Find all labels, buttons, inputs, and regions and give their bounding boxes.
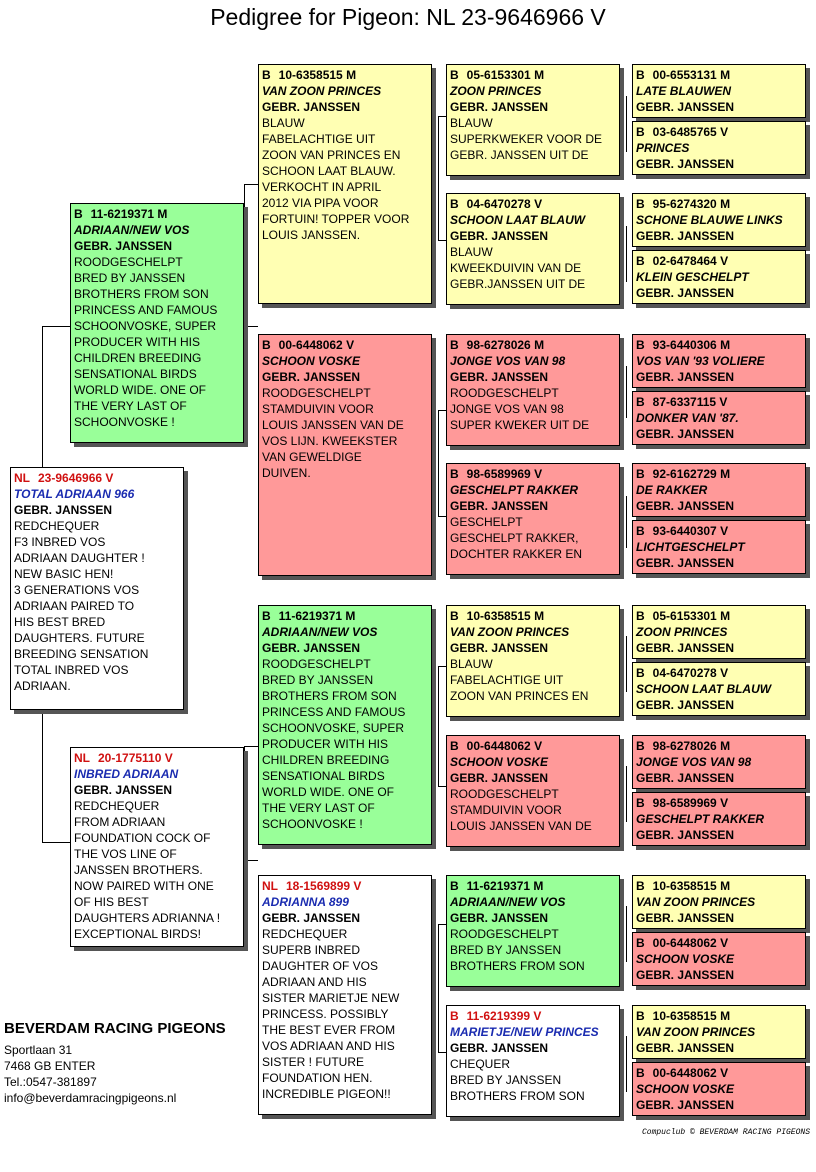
pigeon-breeder: GEBR. JANSSEN <box>450 370 549 384</box>
pigeon-name: SCHOON VOSKE <box>636 952 735 966</box>
pigeon-description: ROODGESCHELPT BRED BY JANSSEN BROTHERS FROM SON <box>450 927 585 973</box>
pigeon-ring: 05-6153301 M <box>466 68 545 82</box>
pigeon-country: B <box>636 796 645 810</box>
pigeon-description: BLAUW KWEEKDUIVIN VAN DE GEBR.JANSSEN UIT DE <box>450 245 586 291</box>
pigeon-country: B <box>636 125 645 139</box>
pigeon-breeder: GEBR. JANSSEN <box>636 911 735 925</box>
pigeon-name: JONGE VOS VAN 98 <box>636 755 752 769</box>
pigeon-ring: 18-1569899 V <box>286 879 362 893</box>
pigeon-name: VAN ZOON PRINCES <box>450 625 570 639</box>
great-grandparent-card[interactable] <box>632 1062 806 1116</box>
great-grandparent-card[interactable] <box>632 605 806 659</box>
connector-line <box>42 326 71 327</box>
pigeon-country: B <box>262 68 271 82</box>
connector-line <box>438 924 446 925</box>
organization-street: Sportlaan 31 <box>4 1043 73 1057</box>
connector-line <box>626 636 627 692</box>
pigeon-country: NL <box>262 879 278 893</box>
connector-line <box>438 240 446 241</box>
pigeon-country: B <box>636 1009 645 1023</box>
ancestor-card[interactable] <box>446 193 620 305</box>
pigeon-description: ROODGESCHELPT BRED BY JANSSEN BROTHERS FROM SON PRINCESS AND FAMOUS SCHOONVOSKE, SUPER PRODUCER WITH HIS CHILDREN BREEDING SENSATIONAL BIRDS WORLD WIDE. ONE OF THE VERY LAST OF SCHOONVOSKE ! <box>74 255 218 429</box>
pigeon-ring: 02-6478464 V <box>652 254 729 268</box>
pigeon-name: GESCHELPT RAKKER <box>450 483 579 497</box>
pigeon-name: INBRED ADRIAAN <box>74 767 179 781</box>
great-grandparent-card[interactable] <box>632 792 806 846</box>
pigeon-description: REDCHEQUER F3 INBRED VOS ADRIAAN DAUGHTER ! NEW BASIC HEN! 3 GENERATIONS VOS ADRIAAN PAIRED TO HIS BEST BRED DAUGHTERS. FUTURE BREEDING SENSATION TOTAL INBRED VOS ADRIAAN. <box>14 519 149 693</box>
connector-line <box>626 906 627 962</box>
great-grandparent-card[interactable] <box>632 64 806 118</box>
pigeon-ring: 87-6337115 V <box>652 395 728 409</box>
page-title: Pedigree for Pigeon: NL 23-9646966 V <box>210 4 606 30</box>
connector-line <box>438 410 439 516</box>
great-grandparent-card[interactable] <box>632 875 806 929</box>
connector-line <box>42 326 43 470</box>
pigeon-breeder: GEBR. JANSSEN <box>262 370 361 384</box>
connector-line <box>438 1052 446 1053</box>
dam-pigeon-card[interactable] <box>70 747 244 947</box>
pigeon-name: JONGE VOS VAN 98 <box>450 354 566 368</box>
connector-line <box>626 496 627 548</box>
dam-sire-pigeon-card[interactable] <box>258 605 432 845</box>
pigeon-country: B <box>636 68 645 82</box>
pigeon-ring: 00-6448062 V <box>466 739 543 753</box>
pigeon-country: B <box>636 338 645 352</box>
pigeon-ring: 11-6219399 V <box>466 1009 542 1023</box>
pigeon-breeder: GEBR. JANSSEN <box>636 556 735 570</box>
ancestor-card[interactable] <box>446 463 620 575</box>
pigeon-name: DE RAKKER <box>636 483 708 497</box>
pigeon-name: LATE BLAUWEN <box>636 84 732 98</box>
pigeon-name: SCHOON LAAT BLAUW <box>450 213 586 227</box>
pigeon-description: BLAUW SUPERKWEKER VOOR DE GEBR. JANSSEN UIT DE <box>450 116 603 162</box>
pigeon-name: ZOON PRINCES <box>450 84 542 98</box>
pigeon-breeder: GEBR. JANSSEN <box>636 698 735 712</box>
pigeon-ring: 10-6358515 M <box>466 609 545 623</box>
pigeon-ring: 11-6219371 M <box>466 879 544 893</box>
pigeon-country: B <box>74 207 83 221</box>
pigeon-description: ROODGESCHELPT STAMDUIVIN VOOR LOUIS JANSSEN VAN DE VOS LIJN. KWEEKSTER VAN GEWELDIGE DUIVEN. <box>262 386 404 480</box>
pigeon-country: B <box>636 524 645 538</box>
pigeon-breeder: GEBR. JANSSEN <box>450 1041 549 1055</box>
great-grandparent-card[interactable] <box>632 520 806 574</box>
pigeon-ring: 98-6278026 M <box>466 338 545 352</box>
pigeon-breeder: GEBR. JANSSEN <box>636 157 735 171</box>
pigeon-breeder: GEBR. JANSSEN <box>636 286 735 300</box>
connector-line <box>626 766 627 822</box>
ancestor-card[interactable] <box>446 64 620 176</box>
connector-line <box>244 326 258 327</box>
organization-info <box>4 1018 244 1106</box>
pigeon-country: B <box>450 68 459 82</box>
ancestor-card[interactable] <box>446 334 620 446</box>
pigeon-ring: 23-9646966 V <box>38 471 114 485</box>
pigeon-breeder: GEBR. JANSSEN <box>74 239 173 253</box>
pigeon-country: B <box>636 739 645 753</box>
pigeon-name: LICHTGESCHELPT <box>636 540 745 554</box>
pigeon-ring: 00-6553131 M <box>652 68 731 82</box>
pigeon-name: VAN ZOON PRINCES <box>262 84 382 98</box>
pigeon-name: GESCHELPT RAKKER <box>636 812 765 826</box>
pigeon-name: ADRIAAN/NEW VOS <box>450 895 566 909</box>
ancestor-card[interactable] <box>446 1005 620 1117</box>
pigeon-breeder: GEBR. JANSSEN <box>262 641 361 655</box>
pigeon-country: B <box>450 879 459 893</box>
connector-line <box>244 746 258 747</box>
pigeon-description: ROODGESCHELPT JONGE VOS VAN 98 SUPER KWEKER UIT DE <box>450 386 590 432</box>
pigeon-breeder: GEBR. JANSSEN <box>636 641 735 655</box>
connector-line <box>438 666 446 667</box>
connector-line <box>244 746 245 896</box>
sire-sire-pigeon-card[interactable] <box>258 64 432 304</box>
pigeon-ring: 04-6470278 V <box>652 666 729 680</box>
pigeon-country: B <box>450 197 459 211</box>
pigeon-country: NL <box>14 471 30 485</box>
pigeon-breeder: GEBR. JANSSEN <box>636 1041 735 1055</box>
pigeon-country: B <box>450 338 459 352</box>
pigeon-breeder: GEBR. JANSSEN <box>262 911 361 925</box>
great-grandparent-card[interactable] <box>632 250 806 304</box>
connector-line <box>626 226 627 282</box>
great-grandparent-card[interactable] <box>632 932 806 986</box>
pigeon-breeder: GEBR. JANSSEN <box>74 783 173 797</box>
pigeon-country: B <box>450 609 459 623</box>
pigeon-ring: 11-6219371 M <box>278 609 356 623</box>
great-grandparent-card[interactable] <box>632 193 806 247</box>
sire-dam-pigeon-card[interactable] <box>258 334 432 576</box>
pigeon-name: ZOON PRINCES <box>636 625 728 639</box>
pigeon-name: TOTAL ADRIAAN 966 <box>14 487 135 501</box>
pigeon-name: VAN ZOON PRINCES <box>636 895 756 909</box>
pigeon-description: ROODGESCHELPT STAMDUIVIN VOOR LOUIS JANSSEN VAN DE <box>450 787 592 833</box>
dam-dam-pigeon-card[interactable] <box>258 875 432 1115</box>
pigeon-ring: 92-6162729 M <box>652 467 731 481</box>
pigeon-name: VOS VAN '93 VOLIERE <box>636 354 765 368</box>
pigeon-ring: 98-6589969 V <box>466 467 543 481</box>
connector-line <box>626 366 627 418</box>
pigeon-ring: 00-6448062 V <box>652 936 729 950</box>
pigeon-ring: 10-6358515 M <box>278 68 357 82</box>
pigeon-name: VAN ZOON PRINCES <box>636 1025 756 1039</box>
pigeon-description: GESCHELPT GESCHELPT RAKKER, DOCHTER RAKKER EN <box>450 515 583 561</box>
pigeon-ring: 95-6274320 M <box>652 197 731 211</box>
pigeon-breeder: GEBR. JANSSEN <box>636 229 735 243</box>
connector-line <box>626 96 627 152</box>
pigeon-ring: 04-6470278 V <box>466 197 543 211</box>
pigeon-breeder: GEBR. JANSSEN <box>450 229 549 243</box>
pigeon-breeder: GEBR. JANSSEN <box>636 968 735 982</box>
pigeon-country: B <box>636 666 645 680</box>
pigeon-country: B <box>636 609 645 623</box>
ancestor-card[interactable] <box>446 735 620 847</box>
pigeon-breeder: GEBR. JANSSEN <box>450 771 549 785</box>
pigeon-description: REDCHEQUER SUPERB INBRED DAUGHTER OF VOS ADRIAAN AND HIS SISTER MARIETJE NEW PRINCESS. POSSIBLY THE BEST EVER FROM VOS ADRIAAN AND HIS SISTER ! FUTURE FOUNDATION HEN. INCREDIBLE PIGEON!! <box>262 927 400 1101</box>
pigeon-ring: 98-6278026 M <box>652 739 731 753</box>
pigeon-country: NL <box>74 751 90 765</box>
pigeon-breeder: GEBR. JANSSEN <box>636 499 735 513</box>
pigeon-breeder: GEBR. JANSSEN <box>636 370 735 384</box>
subject-pigeon-card[interactable] <box>10 467 184 710</box>
great-grandparent-card[interactable] <box>632 463 806 517</box>
great-grandparent-card[interactable] <box>632 334 806 388</box>
pigeon-breeder: GEBR. JANSSEN <box>450 499 549 513</box>
pigeon-breeder: GEBR. JANSSEN <box>450 641 549 655</box>
pigeon-name: PRINCES <box>636 141 690 155</box>
organization-city: 7468 GB ENTER <box>4 1059 96 1073</box>
pigeon-description: BLAUW FABELACHTIGE UIT ZOON VAN PRINCES EN SCHOON LAAT BLAUW. VERKOCHT IN APRIL 2012 VIA PIPA VOOR FORTUIN! TOPPER VOOR LOUIS JANSSEN. <box>262 116 410 242</box>
pigeon-ring: 20-1775110 V <box>98 751 173 765</box>
pigeon-name: MARIETJE/NEW PRINCES <box>450 1025 599 1039</box>
pigeon-ring: 93-6440307 V <box>652 524 729 538</box>
organization-email[interactable]: info@beverdamracingpigeons.nl <box>4 1091 177 1105</box>
pigeon-breeder: GEBR. JANSSEN <box>636 771 735 785</box>
pigeon-country: B <box>450 1009 459 1023</box>
connector-line <box>438 786 446 787</box>
connector-line <box>244 184 245 360</box>
pigeon-breeder: GEBR. JANSSEN <box>636 100 735 114</box>
pigeon-country: B <box>636 395 645 409</box>
pigeon-description: REDCHEQUER FROM ADRIAAN FOUNDATION COCK OF THE VOS LINE OF JANSSEN BROTHERS. NOW PAIRED WITH ONE OF HIS BEST DAUGHTERS ADRIANNA ! EXCEPTIONAL BIRDS! <box>74 799 221 941</box>
pigeon-name: SCHOON VOSKE <box>450 755 549 769</box>
pigeon-country: B <box>636 254 645 268</box>
pigeon-country: B <box>636 936 645 950</box>
connector-line <box>244 860 258 861</box>
pigeon-country: B <box>636 467 645 481</box>
pigeon-breeder: GEBR. JANSSEN <box>636 1098 735 1112</box>
connector-line <box>438 516 446 517</box>
pigeon-name: SCHOON VOSKE <box>636 1082 735 1096</box>
pigeon-ring: 11-6219371 M <box>90 207 168 221</box>
pigeon-country: B <box>636 879 645 893</box>
great-grandparent-card[interactable] <box>632 1005 806 1059</box>
connector-line <box>438 410 446 411</box>
pigeon-description: BLAUW FABELACHTIGE UIT ZOON VAN PRINCES EN <box>450 657 589 703</box>
pigeon-country: B <box>450 739 459 753</box>
pigeon-breeder: GEBR. JANSSEN <box>450 911 549 925</box>
ancestor-card[interactable] <box>446 875 620 987</box>
pigeon-breeder: GEBR. JANSSEN <box>14 503 113 517</box>
ancestor-card[interactable] <box>446 605 620 717</box>
pigeon-ring: 93-6440306 M <box>652 338 731 352</box>
pigeon-name: ADRIAAN/NEW VOS <box>262 625 378 639</box>
pigeon-country: B <box>262 609 271 623</box>
sire-pigeon-card[interactable] <box>70 203 244 443</box>
footer-credit: Compuclub © BEVERDAM RACING PIGEONS <box>641 1128 810 1137</box>
great-grandparent-card[interactable] <box>632 121 806 175</box>
connector-line <box>438 116 439 240</box>
pigeon-country: B <box>636 197 645 211</box>
pigeon-ring: 10-6358515 M <box>652 1009 731 1023</box>
pigeon-ring: 98-6589969 V <box>652 796 729 810</box>
pigeon-country: B <box>450 467 459 481</box>
pigeon-country: B <box>636 1066 645 1080</box>
organization-name: BEVERDAM RACING PIGEONS <box>4 1020 226 1037</box>
pigeon-ring: 05-6153301 M <box>652 609 731 623</box>
pigeon-ring: 03-6485765 V <box>652 125 729 139</box>
pigeon-breeder: GEBR. JANSSEN <box>450 100 549 114</box>
great-grandparent-card[interactable] <box>632 662 806 716</box>
connector-line <box>626 1036 627 1092</box>
connector-line <box>438 116 446 117</box>
pigeon-name: ADRIANNA 899 <box>262 895 349 909</box>
pigeon-name: SCHOON LAAT BLAUW <box>636 682 772 696</box>
pigeon-name: KLEIN GESCHELPT <box>636 270 749 284</box>
great-grandparent-card[interactable] <box>632 391 806 445</box>
connector-line <box>42 842 71 843</box>
pigeon-ring: 10-6358515 M <box>652 879 731 893</box>
pigeon-ring: 00-6448062 V <box>652 1066 729 1080</box>
pigeon-breeder: GEBR. JANSSEN <box>636 427 735 441</box>
connector-line <box>244 184 258 185</box>
pigeon-country: B <box>262 338 271 352</box>
pigeon-breeder: GEBR. JANSSEN <box>262 100 361 114</box>
great-grandparent-card[interactable] <box>632 735 806 789</box>
pigeon-description: ROODGESCHELPT BRED BY JANSSEN BROTHERS FROM SON PRINCESS AND FAMOUS SCHOONVOSKE, SUPER PRODUCER WITH HIS CHILDREN BREEDING SENSATIONAL BIRDS WORLD WIDE. ONE OF THE VERY LAST OF SCHOONVOSKE ! <box>262 657 406 831</box>
pigeon-name: ADRIAAN/NEW VOS <box>74 223 190 237</box>
pigeon-description: CHEQUER BRED BY JANSSEN BROTHERS FROM SON <box>450 1057 585 1103</box>
organization-phone: Tel.:0547-381897 <box>4 1075 97 1089</box>
pigeon-ring: 00-6448062 V <box>278 338 355 352</box>
pigeon-name: DONKER VAN '87. <box>636 411 739 425</box>
pigeon-breeder: GEBR. JANSSEN <box>636 828 735 842</box>
pigeon-name: SCHONE BLAUWE LINKS <box>636 213 783 227</box>
connector-line <box>438 666 439 786</box>
connector-line <box>42 710 43 842</box>
pigeon-name: SCHOON VOSKE <box>262 354 361 368</box>
connector-line <box>438 924 439 1052</box>
